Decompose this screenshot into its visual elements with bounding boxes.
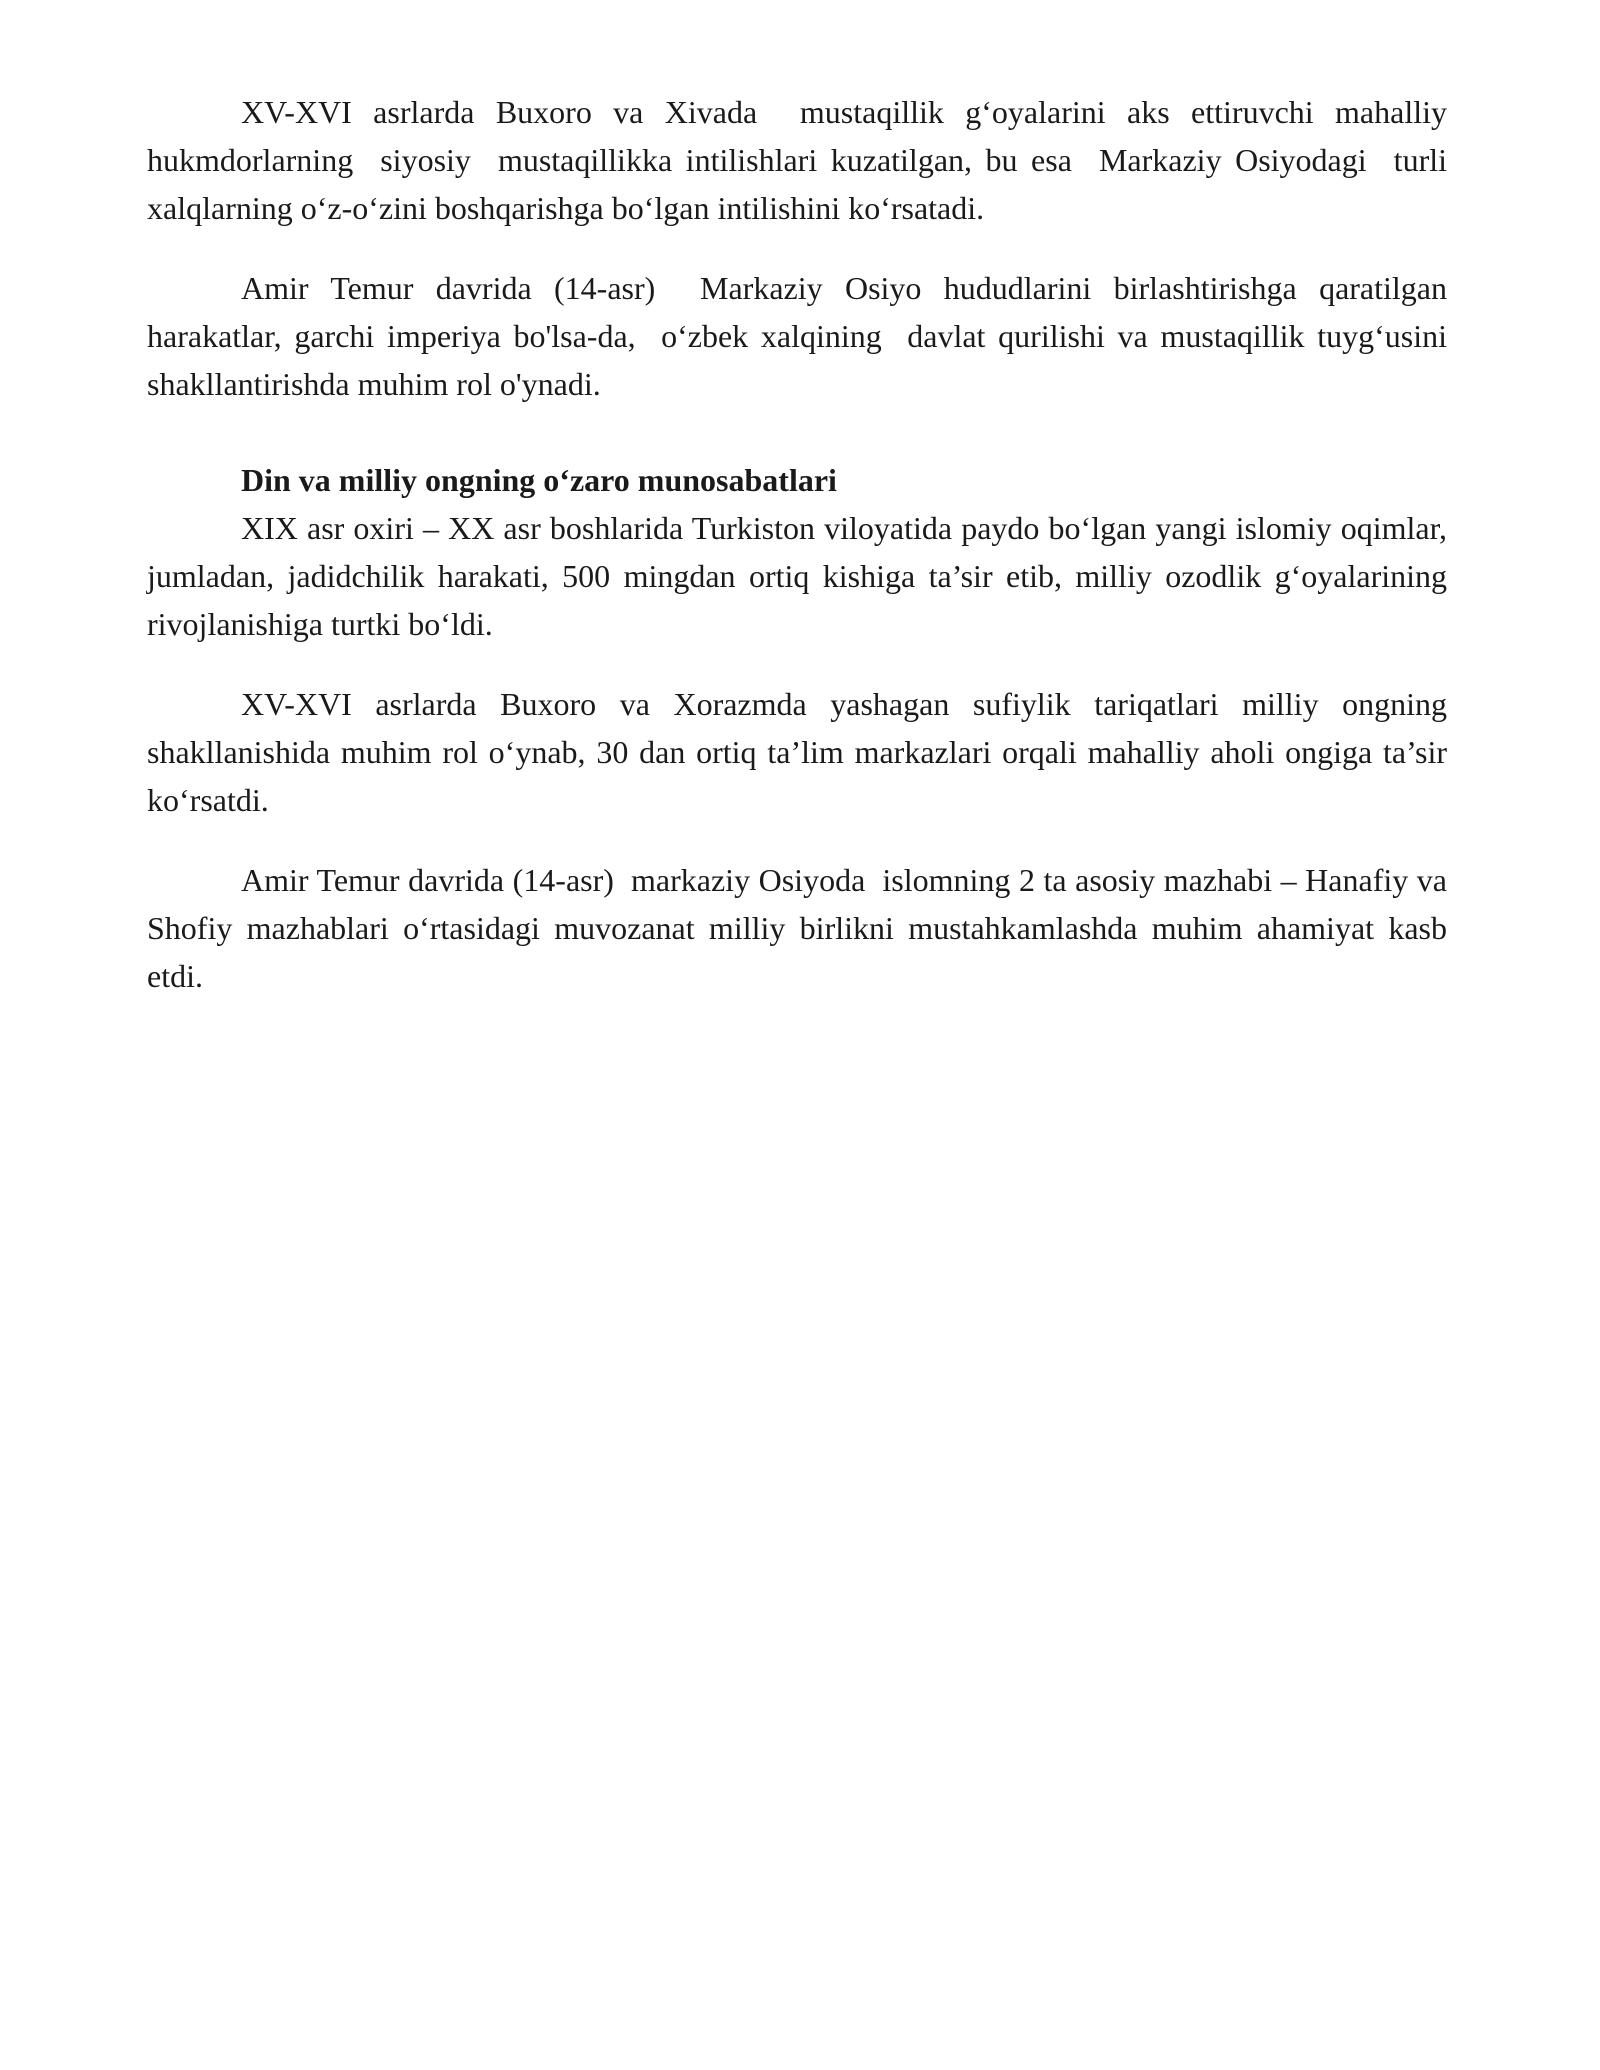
paragraph: XV-XVI asrlarda Buxoro va Xivada mustaqillik g‘oyalarini aks ettiruvchi mahalliy hukmdorlarning siyosiy mustaqillikka intilishlari kuzatilgan, bu esa Markaziy Osiyodagi turli xalqlarning o‘z-o‘zini boshqarishga bo‘lgan intilishini ko‘rsatadi. bbox=[147, 94, 1455, 226]
paragraph: XV-XVI asrlarda Buxoro va Xorazmda yashagan sufiylik tariqatlari milliy ongning shakllanishida muhim rol o‘ynab, 30 dan ortiq ta’lim markazlari orqali mahalliy aholi ongiga ta’sir ko‘rsatdi. bbox=[147, 686, 1455, 818]
document-page bbox=[147, 88, 1455, 1032]
paragraph: XIX asr oxiri – XX asr boshlarida Turkiston viloyatida paydo bo‘lgan yangi islomiy oqimlar, jumladan, jadidchilik harakati, 500 mingdan ortiq kishiga ta’sir etib, milliy ozodlik g‘oyalarining rivojlanishiga turtki bo‘ldi. bbox=[147, 510, 1455, 642]
section-heading: Din va milliy ongning o‘zaro munosabatlari bbox=[241, 462, 837, 498]
paragraph: Amir Temur davrida (14-asr) Markaziy Osiyo hududlarini birlashtirishga qaratilgan harakatlar, garchi imperiya bo'lsa-da, o‘zbek xalqining davlat qurilishi va mustaqillik tuyg‘usini shakllantirishda muhim rol o'ynadi. bbox=[147, 270, 1455, 402]
paragraph: Amir Temur davrida (14-asr) markaziy Osiyoda islomning 2 ta asosiy mazhabi – Hanafiy va Shofiy mazhablari o‘rtasidagi muvozanat milliy birlikni mustahkamlashda muhim ahamiyat kasb etdi. bbox=[147, 862, 1455, 994]
